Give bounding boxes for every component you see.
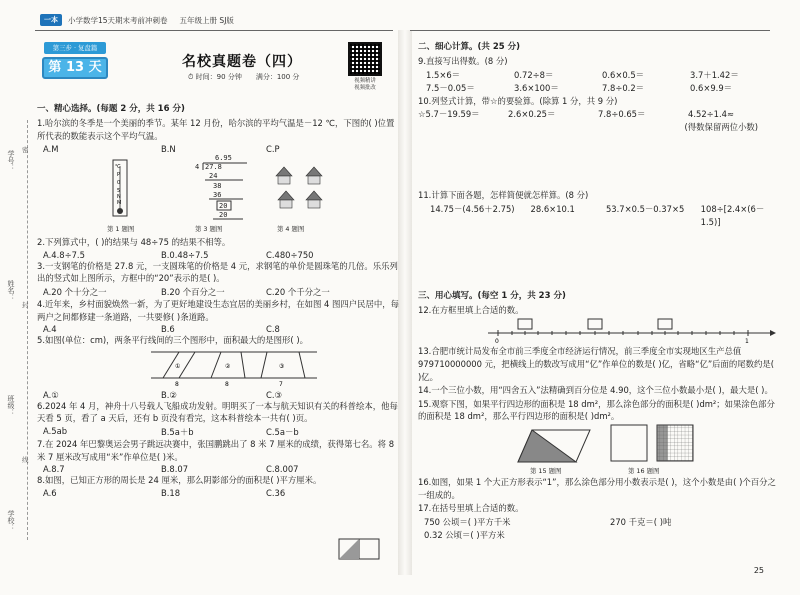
time-info: ⏱ 时间：90 分钟 <box>188 73 242 81</box>
feng-mark: 封 <box>22 301 29 309</box>
right-column <box>418 38 778 542</box>
svg-text:6.95: 6.95 <box>215 154 232 163</box>
question-1: 1.哈尔滨的冬季是一个美丽的季节。某年 12 月份，哈尔滨的平均气温是－12 ℃，下图的( )位置所代表的数能表示这个平均气温。 <box>37 118 395 141</box>
question-4: 4.近年来，乡村面貌焕然一新，为了更好地建设生态宜居的美丽乡村，在如图 4 图四户民居中，每两户之间都修建一条道路，一共要修( )条道路。 <box>37 298 400 322</box>
q9-item: 0.6×0.5＝ <box>602 69 645 80</box>
svg-text:0: 0 <box>117 180 121 187</box>
long-division-figure <box>187 152 255 222</box>
q9-item: 3.6×100＝ <box>514 82 559 93</box>
q9-item: 1.5×6＝ <box>426 69 461 80</box>
q4-option-c[interactable]: C.8 <box>266 324 280 335</box>
q15-q16-figures <box>418 424 778 476</box>
section-2-heading: 二、细心计算。(共 25 分) <box>418 42 521 52</box>
question-16: 16.如图，如果 1 个大正方形表示“1”，那么涂色部分用小数表示是( )，这个小数是由( )个百分之一组成的。 <box>418 476 776 500</box>
page-number: 25 <box>753 566 764 575</box>
question-7: 7.在 2024 年巴黎奥运会男子跳远决赛中，张国鹏跳出了 8 米 7 厘米的成绩，获得第七名。将 8 米 7 厘米改写成用“米”作单位是( )米。 <box>37 438 395 462</box>
q8-options <box>43 488 399 498</box>
q5-option-c[interactable]: C.③ <box>266 389 283 400</box>
q2-options <box>43 250 399 260</box>
question-14: 14.一个三位小数，用“四舍五入”法精确到百分位是 4.90，这个三位小数最小是( )，最大是( )。 <box>418 385 773 396</box>
q10-row <box>418 108 778 121</box>
qr-code[interactable] <box>348 42 382 76</box>
day-tag: 第三步 · 复盘篇 <box>44 42 106 54</box>
seal-mark: 密 <box>22 146 29 154</box>
q3-option-a[interactable]: A.20 个十分之一 <box>43 286 107 297</box>
q6-option-c[interactable]: C.5a－b <box>266 426 299 437</box>
q1-option-b[interactable]: B.N <box>161 144 176 155</box>
q10-item: 7.8÷0.65＝ <box>598 109 646 120</box>
q5-option-a[interactable]: A.① <box>43 389 59 400</box>
svg-text:P: P <box>117 172 121 179</box>
svg-text:5: 5 <box>117 188 121 195</box>
svg-text:③: ③ <box>279 362 285 370</box>
q1-figures <box>37 154 399 236</box>
qr-caption: 视频精讲 视频批改 <box>354 78 376 91</box>
student-name-label: 姓名： <box>7 280 15 301</box>
header-rule-left <box>35 30 393 31</box>
left-column <box>37 100 399 498</box>
day-badge <box>38 42 112 82</box>
grade-label: 五年级上册 SJ版 <box>179 15 234 25</box>
student-id-label: 学号： <box>7 150 15 171</box>
q9-item: 7.5－0.05＝ <box>426 82 475 93</box>
svg-text:20: 20 <box>219 202 228 211</box>
q9-row-2 <box>426 82 778 95</box>
question-8: 8.如图，已知正方形的周长是 24 厘米，那么阴影部分的面积是( )平方厘米。 <box>37 475 322 486</box>
svg-text:38: 38 <box>213 182 222 191</box>
q7-options <box>43 464 399 474</box>
q10-item: 4.52÷1.4≈ <box>688 109 735 120</box>
unit-square-figure <box>610 424 650 464</box>
number-line-tick-1: 1 <box>745 338 749 344</box>
svg-text:24: 24 <box>209 172 218 181</box>
svg-text:4: 4 <box>195 163 200 172</box>
page-header <box>40 12 760 28</box>
q10-note: (得数保留两位小数) <box>684 122 758 133</box>
q3-option-c[interactable]: C.20 个千分之一 <box>266 286 330 297</box>
q11-item: 14.75－(4.56＋2.75) <box>430 203 515 214</box>
q4-options <box>43 324 399 334</box>
fig15-caption: 第 15 题图 <box>530 466 562 475</box>
q9-item: 0.72÷8＝ <box>514 69 554 80</box>
q5-option-b[interactable]: B.② <box>161 389 177 400</box>
q17-item: 0.32 公顷＝( )平方米 <box>424 529 505 540</box>
q17-items <box>424 516 778 542</box>
q6-option-b[interactable]: B.5a＋b <box>161 426 194 437</box>
q10-item: ☆5.7－19.59＝ <box>418 109 480 120</box>
fig4-caption: 第 4 题图 <box>277 225 305 234</box>
q2-option-b[interactable]: B.0.48÷7.5 <box>161 249 209 260</box>
svg-text:①: ① <box>175 362 181 370</box>
svg-text:M: M <box>117 200 122 207</box>
question-13: 13.合肥市统计局发布全市前三季度全市经济运行情况，前三季度全市实现地区生产总值 979710000000 元，把横线上的数改写成用“亿”作单位的数是( )亿，省略“亿”后面的尾数约是( )亿。 <box>418 346 775 382</box>
q4-option-a[interactable]: A.4 <box>43 324 57 335</box>
header-rule-right <box>410 30 770 31</box>
class-label: 班级： <box>7 395 15 416</box>
q11-item: 53.7×0.5－0.37×5 <box>605 203 685 214</box>
q1-option-a[interactable]: A.M <box>43 144 59 155</box>
q2-option-a[interactable]: A.4.8÷7.5 <box>43 249 85 260</box>
question-12: 12.在方框里填上合适的数。 <box>418 304 524 315</box>
q9-item: 7.8÷0.2＝ <box>602 82 645 93</box>
q17-item: 270 千克＝( )吨 <box>610 516 672 527</box>
number-line-figure <box>478 317 778 343</box>
q11-item: 28.6×10.1 <box>530 203 575 214</box>
fig3-caption: 第 3 题图 <box>195 225 223 234</box>
svg-text:20: 20 <box>219 211 228 220</box>
svg-text:7: 7 <box>279 380 283 388</box>
school-label: 学校： <box>7 510 15 531</box>
q2-option-c[interactable]: C.480÷750 <box>266 249 314 260</box>
svg-text:8: 8 <box>175 380 179 388</box>
section-3-heading: 三、用心填写。(每空 1 分，共 23 分) <box>418 290 566 301</box>
series-title: 小学数学15天期末考前冲刺卷 <box>68 15 168 25</box>
xian-mark: 线 <box>22 456 29 464</box>
q1-option-c[interactable]: C.P <box>266 144 280 155</box>
q9-item: 0.6×9.9＝ <box>690 82 733 93</box>
score-info: 满分：100 分 <box>255 73 300 81</box>
svg-text:27.8: 27.8 <box>205 163 222 172</box>
section-1-heading: 一、精心选择。(每题 2 分，共 16 分) <box>37 104 185 114</box>
q6-option-a[interactable]: A.5ab <box>43 425 68 436</box>
brand-logo: 一本 <box>40 14 62 26</box>
svg-text:8: 8 <box>225 380 229 388</box>
question-5: 5.如图(单位：cm)，两条平行线间的三个图形中，面积最大的是图形( )。 <box>37 335 308 346</box>
q9-item: 3.7＋1.42＝ <box>690 69 739 80</box>
q10-work-area[interactable] <box>418 133 778 189</box>
svg-text:℃: ℃ <box>115 164 121 171</box>
day-label: 第 13 天 <box>42 57 108 79</box>
binding-line <box>27 120 28 540</box>
question-2: 2.下列算式中，( )的结果与 48÷75 的结果不相等。 <box>37 237 231 248</box>
q7-option-c[interactable]: C.8.007 <box>266 464 299 475</box>
q8-option-a[interactable]: A.6 <box>43 487 57 498</box>
parallel-shapes-figure <box>149 348 319 388</box>
question-11: 11.计算下面各题，怎样简便就怎样算。(8 分) <box>418 190 589 201</box>
q9-row-1 <box>426 69 778 82</box>
fig1-caption: 第 1 题图 <box>107 225 135 234</box>
hundred-grid-figure <box>656 424 696 464</box>
parallelogram-figure <box>516 428 592 464</box>
q11-work-area[interactable] <box>418 229 778 287</box>
question-15: 15.观察下图，如果平行四边形的面积是 18 dm²，那么涂色部分的面积是( )dm²；如果涂色部分的面积是 18 dm²，那么平行四边形的面积是( )dm²。 <box>418 398 775 422</box>
svg-text:N: N <box>117 194 121 201</box>
q3-options <box>43 286 399 298</box>
q5-options <box>43 390 399 400</box>
houses-figure <box>272 162 332 214</box>
q8-option-c[interactable]: C.36 <box>266 487 286 498</box>
question-10: 10.列竖式计算，带☆的要验算。(除算 1 分，共 9 分) <box>418 95 618 106</box>
thermometer-figure <box>105 158 135 220</box>
q4-option-b[interactable]: B.6 <box>161 324 175 335</box>
paper-title: 名校真题卷（四） <box>182 54 302 70</box>
question-9: 9.直接写出得数。(8 分) <box>418 56 508 66</box>
question-17: 17.在括号里填上合适的数。 <box>418 503 524 514</box>
number-line-tick-0: 0 <box>495 338 499 344</box>
q11-item: 108÷[2.4×(6－1.5)] <box>700 203 765 227</box>
paper-meta <box>188 72 299 82</box>
q17-item: 750 公顷＝( )平方千米 <box>424 516 511 527</box>
svg-text:36: 36 <box>213 191 222 200</box>
q8-option-b[interactable]: B.18 <box>161 487 181 498</box>
svg-text:②: ② <box>225 362 231 370</box>
q10-item: 2.6×0.25＝ <box>508 109 556 120</box>
page-spine <box>398 30 412 575</box>
question-6: 6.2024 年 4 月，神舟十八号载人飞船成功发射。明明买了一本与航天知识有关的科普绘本，他每天看 5 页，看了 a 天后，还有 b 页没有看完，这本科普绘本一共有( )页。 <box>37 400 398 424</box>
q11-row <box>430 203 778 229</box>
q6-options <box>43 426 399 438</box>
question-3: 3.一支钢笔的价格是 27.8 元，一支圆珠笔的价格是 4 元，求钢笔的单价是圆珠笔的几倍。乐乐列出的竖式如上图所示，方框中的“20”表示的是( )。 <box>37 260 398 284</box>
q3-option-b[interactable]: B.20 个百分之一 <box>161 286 225 297</box>
q7-option-a[interactable]: A.8.7 <box>43 464 65 475</box>
fig16-caption: 第 16 题图 <box>628 466 660 475</box>
q8-square-figure <box>338 538 382 560</box>
q7-option-b[interactable]: B.8.07 <box>161 464 189 475</box>
